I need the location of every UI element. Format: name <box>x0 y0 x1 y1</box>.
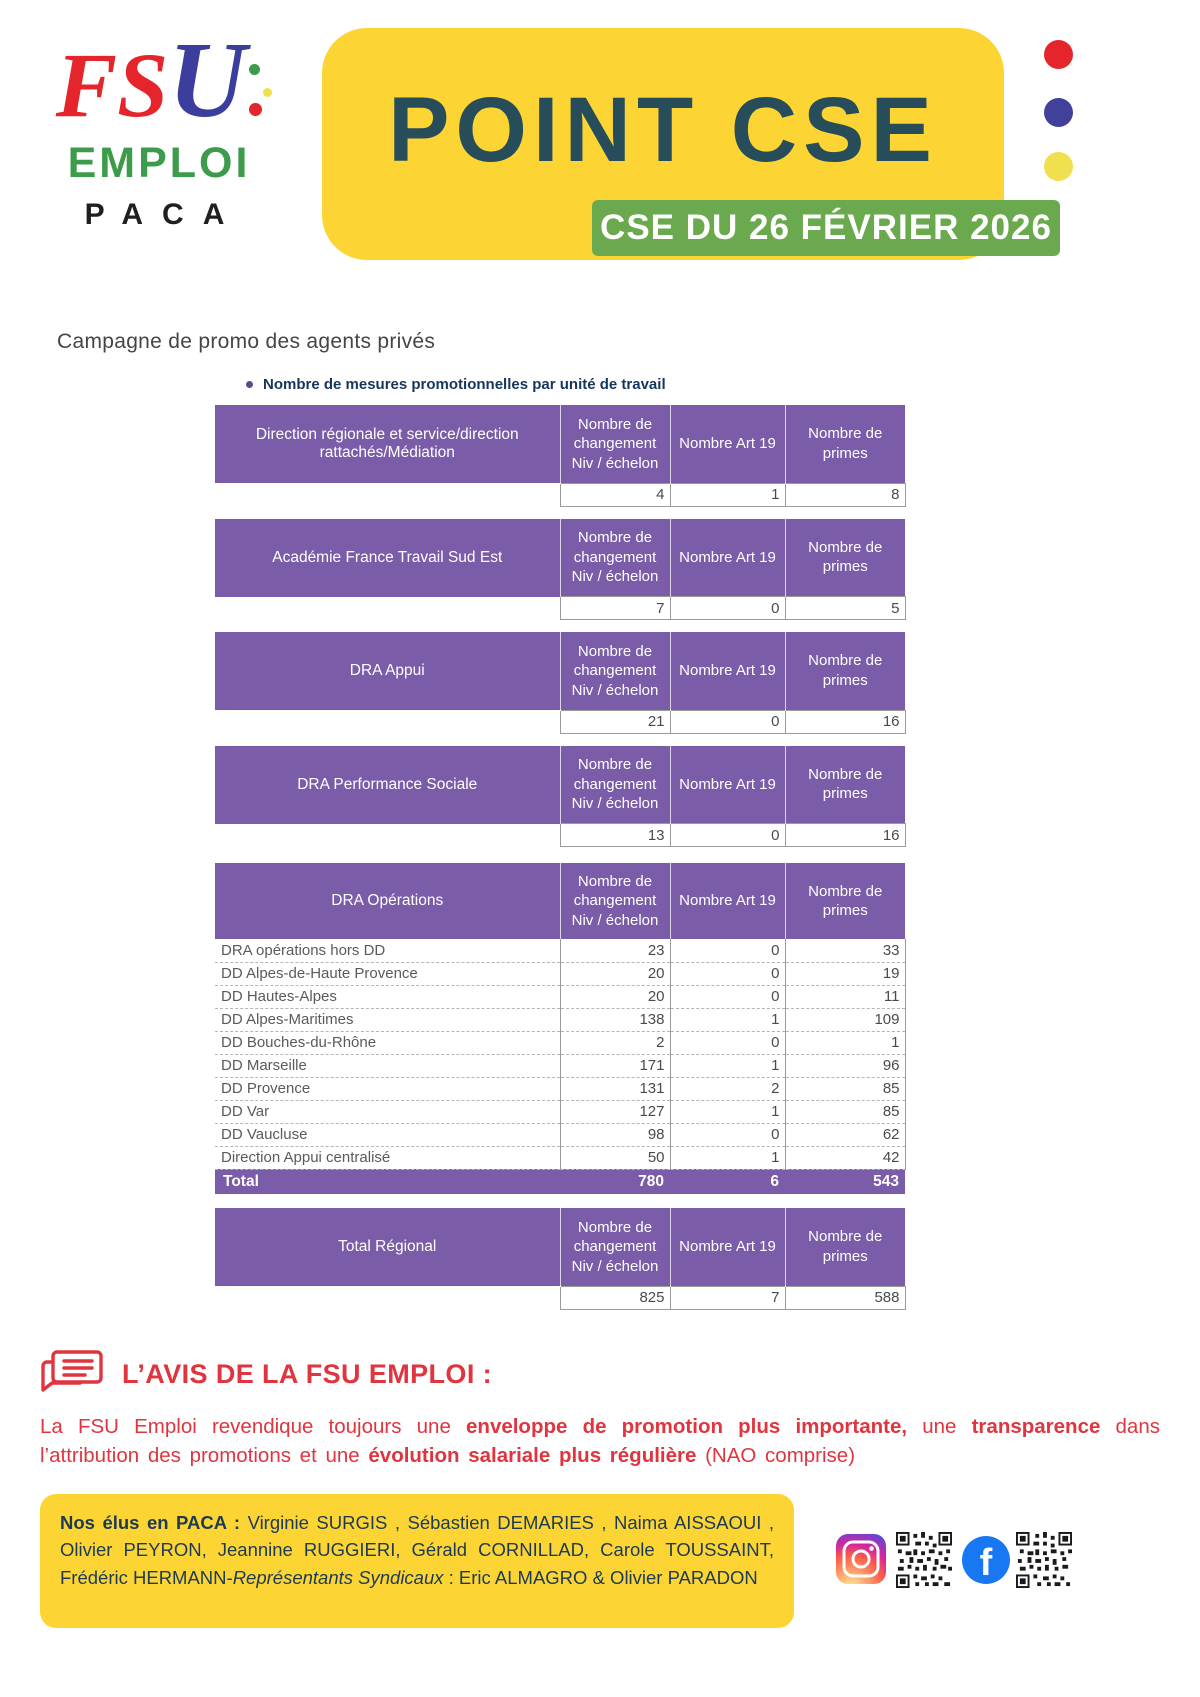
date-banner: CSE DU 26 FÉVRIER 2026 <box>592 200 1060 256</box>
col-header-art19: Nombre Art 19 <box>670 1208 785 1286</box>
col-header-primes: Nombre de primes <box>785 863 905 939</box>
value-cell: 33 <box>785 939 905 962</box>
section-heading: Campagne de promo des agents privés <box>57 330 436 353</box>
instagram-icon <box>836 1534 886 1584</box>
total-value-cell: 780 <box>560 1169 670 1194</box>
spacer-cell <box>215 1286 560 1309</box>
value-cell: 13 <box>560 824 670 847</box>
value-cell: 2 <box>560 1031 670 1054</box>
col-header-changement: Nombre de changement Niv / échelon <box>560 863 670 939</box>
table-row <box>215 985 905 1008</box>
value-cell: 1 <box>670 1008 785 1031</box>
bullet-icon <box>246 381 253 388</box>
value-cell: 7 <box>670 1286 785 1309</box>
table-label: Académie France Travail Sud Est <box>215 519 560 597</box>
qr-code-icon <box>1016 1532 1072 1588</box>
header <box>0 0 1200 300</box>
row-label: DD Provence <box>215 1077 560 1100</box>
fsu-logo <box>40 21 278 232</box>
table-row <box>215 939 905 962</box>
value-cell: 5 <box>785 597 905 620</box>
value-cell: 19 <box>785 962 905 985</box>
spacer-cell <box>215 597 560 620</box>
col-header-primes: Nombre de primes <box>785 405 905 483</box>
col-header-art19: Nombre Art 19 <box>670 632 785 710</box>
table-row <box>215 1146 905 1169</box>
avis-section <box>40 1348 1160 1470</box>
logo-fs: FS <box>55 34 169 136</box>
elus-box: Nos élus en PACA : Virginie SURGIS , Sébastien DEMARIES , Naima AISSAOUI , Olivier PEYRON, Jeannine RUGGIERI, Gérald CORNILLAD, Carole TOUSSAINT, Frédéric HERMANN-Représentants Syndicaux : Eric ALMAGRO & Olivier PARADON <box>40 1494 794 1628</box>
footer <box>0 1494 1200 1694</box>
red-dot-icon <box>1044 40 1073 69</box>
avis-header <box>40 1348 1160 1402</box>
col-header-art19: Nombre Art 19 <box>670 405 785 483</box>
table-dra-appui <box>215 632 906 734</box>
value-cell: 0 <box>670 710 785 733</box>
value-cell: 4 <box>560 483 670 506</box>
logo-yellow-dot-icon <box>263 88 272 97</box>
row-label: DD Bouches-du-Rhône <box>215 1031 560 1054</box>
table-dra-operations <box>215 863 906 1194</box>
col-header-changement: Nombre de changement Niv / échelon <box>560 746 670 824</box>
value-cell: 0 <box>670 1031 785 1054</box>
value-cell: 0 <box>670 985 785 1008</box>
table-dra-performance <box>215 746 906 848</box>
table-row <box>215 1077 905 1100</box>
value-cell: 127 <box>560 1100 670 1123</box>
table-row <box>215 1286 905 1309</box>
logo-emploi: EMPLOI <box>67 138 251 187</box>
col-header-primes: Nombre de primes <box>785 519 905 597</box>
table-label: Total Régional <box>215 1208 560 1286</box>
total-value-cell: 543 <box>785 1169 905 1194</box>
table-label: DRA Appui <box>215 632 560 710</box>
value-cell: 16 <box>785 710 905 733</box>
value-cell: 0 <box>670 597 785 620</box>
table-label: DRA Opérations <box>215 863 560 939</box>
row-label: DRA opérations hors DD <box>215 939 560 962</box>
value-cell: 0 <box>670 962 785 985</box>
col-header-primes: Nombre de primes <box>785 746 905 824</box>
yellow-dot-icon <box>1044 152 1073 181</box>
blue-dot-icon <box>1044 98 1073 127</box>
value-cell: 11 <box>785 985 905 1008</box>
table-row <box>215 1054 905 1077</box>
value-cell: 23 <box>560 939 670 962</box>
total-value-cell: 6 <box>670 1169 785 1194</box>
value-cell: 1 <box>785 1031 905 1054</box>
spacer-cell <box>215 710 560 733</box>
col-header-changement: Nombre de changement Niv / échelon <box>560 519 670 597</box>
table-row <box>215 1100 905 1123</box>
value-cell: 62 <box>785 1123 905 1146</box>
value-cell: 0 <box>670 1123 785 1146</box>
value-cell: 1 <box>670 1054 785 1077</box>
row-label: DD Marseille <box>215 1054 560 1077</box>
facebook-glyph: f <box>979 1541 993 1584</box>
table-row <box>215 1123 905 1146</box>
table-direction-regionale <box>215 405 906 507</box>
row-label: DD Hautes-Alpes <box>215 985 560 1008</box>
value-cell: 131 <box>560 1077 670 1100</box>
row-label: DD Vaucluse <box>215 1123 560 1146</box>
logo-dot-icon <box>249 103 262 116</box>
value-cell: 16 <box>785 824 905 847</box>
avis-paragraph: La FSU Emploi revendique toujours une enveloppe de promotion plus importante, une transparence dans l’attribution des promotions et une évolution salariale plus régulière (NAO comprise) <box>40 1414 1160 1467</box>
value-cell: 138 <box>560 1008 670 1031</box>
value-cell: 21 <box>560 710 670 733</box>
value-cell: 42 <box>785 1146 905 1169</box>
value-cell: 171 <box>560 1054 670 1077</box>
col-header-primes: Nombre de primes <box>785 1208 905 1286</box>
col-header-art19: Nombre Art 19 <box>670 863 785 939</box>
value-cell: 2 <box>670 1077 785 1100</box>
value-cell: 85 <box>785 1100 905 1123</box>
value-cell: 50 <box>560 1146 670 1169</box>
tables-section <box>215 405 907 1310</box>
table-label: DRA Performance Sociale <box>215 746 560 824</box>
table-row <box>215 710 905 733</box>
value-cell: 825 <box>560 1286 670 1309</box>
total-label: Total <box>215 1169 560 1194</box>
row-label: Direction Appui centralisé <box>215 1146 560 1169</box>
col-header-changement: Nombre de changement Niv / échelon <box>560 405 670 483</box>
table-row <box>215 1031 905 1054</box>
col-header-art19: Nombre Art 19 <box>670 519 785 597</box>
logo-green-dot-icon <box>249 64 260 75</box>
value-cell: 1 <box>670 1146 785 1169</box>
bullet-line <box>246 376 1200 393</box>
page-title: POINT CSE <box>388 79 938 181</box>
row-label: DD Alpes-Maritimes <box>215 1008 560 1031</box>
table-row <box>215 824 905 847</box>
table-row <box>215 1008 905 1031</box>
spacer-cell <box>215 483 560 506</box>
col-header-primes: Nombre de primes <box>785 632 905 710</box>
value-cell: 1 <box>670 483 785 506</box>
facebook-icon <box>962 1536 1010 1584</box>
value-cell: 98 <box>560 1123 670 1146</box>
value-cell: 20 <box>560 985 670 1008</box>
spacer-cell <box>215 824 560 847</box>
table-academie <box>215 519 906 621</box>
col-header-art19: Nombre Art 19 <box>670 746 785 824</box>
table-row <box>215 597 905 620</box>
table-row <box>215 962 905 985</box>
table-row <box>215 483 905 506</box>
value-cell: 1 <box>670 1100 785 1123</box>
avis-title: L’AVIS DE LA FSU EMPLOI : <box>122 1359 493 1389</box>
value-cell: 7 <box>560 597 670 620</box>
table-label: Direction régionale et service/direction rattachés/Médiation <box>215 405 560 483</box>
value-cell: 109 <box>785 1008 905 1031</box>
col-header-changement: Nombre de changement Niv / échelon <box>560 1208 670 1286</box>
speech-bubble-icon <box>40 1348 104 1402</box>
qr-code-icon <box>896 1532 952 1588</box>
total-row <box>215 1169 905 1194</box>
value-cell: 8 <box>785 483 905 506</box>
value-cell: 20 <box>560 962 670 985</box>
value-cell: 96 <box>785 1054 905 1077</box>
row-label: DD Alpes-de-Haute Provence <box>215 962 560 985</box>
logo-paca: PACA <box>84 197 244 231</box>
bullet-text: Nombre de mesures promotionnelles par unité de travail <box>263 376 666 393</box>
value-cell: 588 <box>785 1286 905 1309</box>
value-cell: 0 <box>670 939 785 962</box>
col-header-changement: Nombre de changement Niv / échelon <box>560 632 670 710</box>
table-total-regional <box>215 1208 906 1310</box>
value-cell: 0 <box>670 824 785 847</box>
fsu-logo-text <box>40 21 278 140</box>
row-label: DD Var <box>215 1100 560 1123</box>
value-cell: 85 <box>785 1077 905 1100</box>
logo-u: U <box>168 21 247 140</box>
